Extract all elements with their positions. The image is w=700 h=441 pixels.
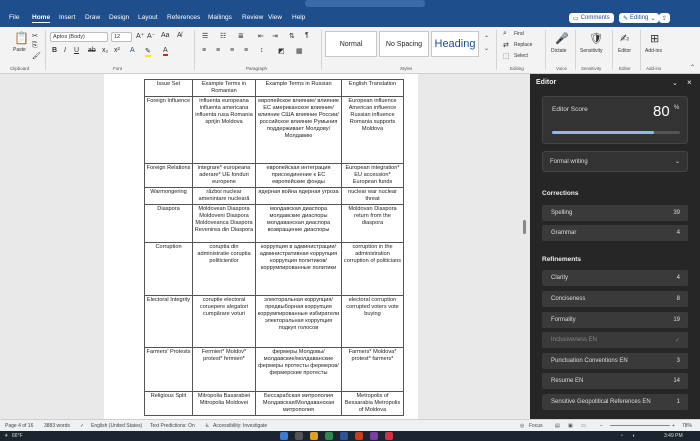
paste-label: Paste — [13, 47, 26, 53]
replace-icon[interactable]: ⇄ — [503, 42, 509, 49]
table-cell[interactable]: război nuclear amenintare nucleară — [193, 187, 256, 204]
print-layout-icon[interactable]: ▣ — [568, 423, 573, 429]
zoom-in-icon[interactable]: + — [672, 423, 675, 429]
copy-icon[interactable]: ⎘ — [32, 42, 38, 49]
app-icon[interactable] — [355, 432, 363, 440]
font-name-field[interactable]: Aptos (Body) — [50, 32, 108, 42]
accessibility-icon: ♿ — [205, 423, 210, 429]
table-cell[interactable]: молдавская диаспора молдавские диаспоры молдаванская диаспора возвращение диаспоры — [256, 204, 342, 242]
tab-design[interactable]: Design — [109, 14, 130, 21]
table-cell[interactable]: Foreign Relations — [145, 163, 193, 187]
percent-sign: % — [674, 105, 680, 111]
header-issue-set[interactable]: Issue Set — [145, 80, 193, 97]
refinement-resume[interactable]: Resume EN 14 — [542, 373, 688, 389]
table-cell[interactable]: Warmongering — [145, 187, 193, 204]
corrections-title: Corrections — [542, 190, 579, 197]
editor-score-card — [542, 96, 688, 144]
table-cell[interactable]: европейское влияние/ влияние ЕС американское влияние/ влияние США влияние России/ российское влияние Румыния поддерживает Молдову/ Молдавию — [256, 96, 342, 163]
voice-group-label: Voice — [556, 66, 568, 71]
shrink-font-icon[interactable]: A⁻ — [147, 33, 156, 40]
tab-review[interactable]: Review — [242, 14, 264, 21]
accessibility-status[interactable]: Accessibility: Investigate — [213, 423, 268, 429]
pencil-icon: ✎ — [623, 15, 629, 22]
superscript-icon[interactable]: x² — [114, 47, 120, 54]
refinement-clarity[interactable]: Clarity 4 — [542, 270, 688, 286]
table-cell[interactable]: Moldovan Diaspora return from the diaspora — [342, 204, 404, 242]
table-cell[interactable]: Farmers' Protests — [145, 347, 193, 391]
divider — [612, 30, 613, 70]
clock[interactable]: 3:49 PM — [664, 433, 683, 439]
start-icon[interactable] — [280, 432, 288, 440]
add-ins-button[interactable]: Add-ins — [645, 48, 662, 54]
strikethrough-icon[interactable]: ab — [88, 47, 96, 54]
table-cell[interactable]: European integration* EU accession* European funds — [342, 163, 404, 187]
styles-scroll-up-icon[interactable]: ⌃ — [484, 36, 490, 42]
editor-pane-title: Editor — [536, 79, 557, 86]
document-scrollbar[interactable] — [523, 220, 526, 234]
table-row — [145, 295, 404, 347]
sensitivity-button[interactable]: Sensitivity — [580, 48, 603, 54]
table-cell[interactable]: influenta europeana influenta americana influenta rusa Romania sprijin Moldova — [193, 96, 256, 163]
tab-mailings[interactable]: Mailings — [208, 14, 232, 21]
table-row — [145, 163, 404, 187]
sensitivity-icon[interactable]: 🛡 — [589, 33, 603, 45]
table-cell[interactable]: Farmers* Moldova* protest* farmers* — [342, 347, 404, 391]
check-icon: ✓ — [674, 338, 680, 344]
table-row — [145, 96, 404, 163]
table-cell[interactable]: ядерная война ядерная угроза — [256, 187, 342, 204]
show-marks-icon[interactable]: ¶ — [305, 32, 309, 39]
table-cell[interactable]: electoral corruption corrupted voters vote buying — [342, 295, 404, 347]
table-row — [145, 187, 404, 204]
shading-icon[interactable]: ◩ — [278, 48, 285, 55]
wifi-icon[interactable]: ◔ — [620, 433, 624, 439]
page-count[interactable]: Page 4 of 16 — [5, 423, 34, 429]
tab-file[interactable]: File — [9, 14, 20, 21]
issue-terms-table — [144, 79, 404, 416]
table-cell[interactable]: Moldovean Diaspora Moldoveni Diaspora Moldoveanca Diaspora Revenirea din Diaspora — [193, 204, 256, 242]
microphone-icon[interactable]: 🎤 — [555, 33, 569, 45]
grow-font-icon[interactable]: A⁺ — [136, 33, 145, 40]
divider — [45, 30, 46, 70]
cut-icon[interactable]: ✂ — [32, 33, 38, 40]
editor-group-label: Editor — [619, 66, 631, 71]
divider — [496, 30, 497, 70]
writing-mode-value: Formal writing — [550, 159, 588, 165]
read-mode-icon[interactable]: ▤ — [555, 423, 560, 429]
word-count[interactable]: 3883 words — [44, 423, 70, 429]
table-cell[interactable]: coruptia din administratie coruptia politicienilor — [193, 242, 256, 295]
share-icon: ⇪ — [662, 15, 668, 22]
divider — [194, 30, 195, 70]
table-cell[interactable]: European influence American influence Russian influence Romania supports Moldova — [342, 96, 404, 163]
zoom-level[interactable]: 78% — [682, 423, 693, 429]
document-area — [0, 74, 530, 419]
find-button[interactable]: Find — [514, 31, 524, 37]
sort-icon[interactable]: ⇅ — [289, 33, 295, 40]
tab-layout[interactable]: Layout — [138, 14, 158, 21]
paste-icon[interactable]: 📋 — [14, 31, 29, 45]
bold-icon[interactable]: B — [52, 47, 58, 54]
refinement-formality[interactable]: Formality 19 — [542, 312, 688, 328]
table-cell[interactable]: европейская интеграция присоединение к ЕС европейские фонды — [256, 163, 342, 187]
tab-help[interactable]: Help — [292, 14, 306, 21]
ribbon — [0, 27, 700, 74]
file-explorer-icon[interactable] — [310, 432, 318, 440]
writing-mode-dropdown[interactable] — [542, 151, 688, 172]
table-cell[interactable]: coruptie electoral coruepere alegatori cumpărare voturi — [193, 295, 256, 347]
divider — [545, 30, 546, 70]
header-russian-terms[interactable]: Example Terms in Russian — [256, 80, 342, 97]
increase-indent-icon[interactable]: ⇥ — [272, 33, 278, 40]
web-layout-icon[interactable]: ▭ — [581, 423, 586, 429]
dictate-button[interactable]: Dictate — [551, 48, 567, 54]
text-effects-icon[interactable]: A — [130, 47, 135, 54]
borders-icon[interactable]: ▦ — [296, 48, 303, 55]
subscript-icon[interactable]: x₂ — [102, 47, 109, 54]
app-icon[interactable] — [370, 432, 378, 440]
table-cell[interactable]: фермеры Молдовы/ молдавские/молдаванские фермеры протесты фермеров/ фермерские протесты — [256, 347, 342, 391]
table-cell[interactable]: Foreign Influence — [145, 96, 193, 163]
comment-icon: ▭ — [573, 15, 579, 22]
editor-icon[interactable]: ✍ — [620, 33, 630, 45]
table-cell[interactable]: Бессарабская митрополия Молдавская/Молдаванская митрополия — [256, 391, 342, 415]
numbering-icon[interactable]: ☷ — [220, 33, 227, 40]
clipboard-group-label: Clipboard — [10, 66, 30, 71]
proofing-icon[interactable]: ✓ — [80, 423, 85, 429]
style-heading[interactable]: Heading — [431, 31, 479, 57]
editor-score-value: 80 — [653, 103, 670, 120]
volume-icon[interactable]: ◖ — [632, 433, 636, 439]
close-icon[interactable]: × — [687, 78, 692, 87]
add-ins-group-label: Add-ins — [646, 66, 662, 71]
line-spacing-icon[interactable]: ↕ — [260, 47, 264, 54]
table-cell[interactable]: corruption in the administration corruption of politicians — [342, 242, 404, 295]
refinement-conciseness[interactable]: Conciseness 8 — [542, 291, 688, 307]
table-cell[interactable]: Fermieri* Moldov* protest* fermieri* — [193, 347, 256, 391]
focus-icon: ◎ — [520, 423, 525, 429]
share-button[interactable] — [659, 13, 670, 23]
editing-mode-button[interactable]: ✎ Editing ⌄ — [619, 13, 659, 23]
zoom-out-icon[interactable]: − — [600, 423, 603, 429]
decrease-indent-icon[interactable]: ⇤ — [258, 33, 264, 40]
styles-group-label: Styles — [400, 66, 413, 71]
divider — [640, 30, 641, 70]
multilevel-list-icon[interactable]: ≣ — [238, 33, 244, 40]
text-predictions[interactable]: Text Predictions: On — [150, 423, 195, 429]
chevron-down-icon: ⌄ — [674, 159, 680, 165]
justify-icon[interactable]: ≡ — [244, 47, 249, 54]
table-cell[interactable]: Metropolis of Bessarabia Metropolis of Moldova — [342, 391, 404, 415]
add-ins-icon[interactable]: ⊞ — [650, 33, 660, 45]
header-romanian-terms[interactable]: Example Terms in Romanian — [193, 80, 256, 97]
weather-temp[interactable]: 66°F — [12, 433, 23, 439]
replace-button[interactable]: Replace — [514, 42, 533, 48]
tab-insert[interactable]: Insert — [59, 14, 76, 21]
zoom-slider[interactable] — [610, 425, 670, 426]
style-normal[interactable]: Normal — [325, 31, 377, 57]
highlight-icon[interactable]: ✎ — [145, 48, 151, 55]
editor-pane — [530, 74, 700, 419]
align-center-icon[interactable]: ≡ — [216, 47, 221, 54]
editor-button[interactable]: Editor — [618, 48, 632, 54]
tab-draw[interactable]: Draw — [85, 14, 101, 21]
table-cell[interactable]: Electoral Integrity — [145, 295, 193, 347]
search-box[interactable] — [305, 0, 425, 7]
table-row — [145, 242, 404, 295]
table-cell[interactable]: integrare* europeana aderare* UE fonduri europene — [193, 163, 256, 187]
divider — [575, 30, 576, 70]
editing-group-label: Editing — [510, 66, 524, 71]
menu-bar — [0, 10, 700, 27]
correction-spelling[interactable]: Spelling 39 — [542, 205, 688, 221]
header-english-translation[interactable]: English Translation — [342, 80, 404, 97]
comments-button[interactable]: ▭ Comments — [569, 13, 614, 23]
table-cell[interactable]: электоральная коррупция/ предвыборная коррупция коррумпированные избиратели электоральная коррупция подкуп голосов — [256, 295, 342, 347]
table-cell[interactable]: Mitropolia Basarabiei Mitropolia Moldovei — [193, 391, 256, 415]
app-icon[interactable] — [385, 432, 393, 440]
editor-score-label: Editor Score — [552, 106, 588, 113]
refinements-title: Refinements — [542, 256, 582, 263]
select-button[interactable]: Select — [514, 53, 528, 59]
underline-icon[interactable]: U — [74, 47, 80, 54]
refinement-inclusiveness[interactable]: Inclusiveness EN ✓ — [542, 332, 688, 348]
pane-options-icon[interactable]: ⌄ — [672, 80, 678, 87]
style-no-spacing[interactable]: No Spacing — [379, 31, 429, 57]
table-cell[interactable]: Diaspora — [145, 204, 193, 242]
table-row — [145, 347, 404, 391]
paragraph-group-label: Paragraph — [246, 66, 268, 71]
correction-grammar[interactable]: Grammar 4 — [542, 225, 688, 241]
font-size-field[interactable]: 12 — [111, 32, 132, 42]
sensitivity-group-label: Sensitivity — [581, 66, 602, 71]
title-bar — [0, 0, 700, 10]
table-row — [145, 204, 404, 242]
divider — [321, 30, 322, 70]
taskbar — [0, 431, 700, 441]
italic-icon[interactable]: I — [64, 47, 66, 54]
browser-icon[interactable] — [325, 432, 333, 440]
table-row — [145, 391, 404, 415]
status-bar — [0, 419, 700, 431]
select-icon[interactable]: ⬚ — [503, 53, 510, 60]
score-bar-fill — [552, 131, 654, 134]
score-bar-track — [552, 131, 680, 134]
table-cell[interactable]: коррупция в администрации/ административная коррупция коррупция политиков/ коррумпированные политики — [256, 242, 342, 295]
focus-button[interactable]: Focus — [529, 423, 543, 429]
change-case-icon[interactable]: Aa — [161, 32, 170, 39]
chevron-down-icon: ⌄ — [650, 15, 656, 22]
weather-icon: ☀ — [4, 433, 9, 439]
search-icon[interactable] — [295, 432, 303, 440]
bullets-icon[interactable]: ☰ — [202, 33, 209, 40]
font-group-label: Font — [113, 66, 123, 71]
table-cell[interactable]: nuclear war nuclear threat — [342, 187, 404, 204]
refinement-geopolitical[interactable]: Sensitive Geopolitical References EN 1 — [542, 394, 688, 410]
refinement-punctuation[interactable]: Punctuation Conventions EN 3 — [542, 353, 688, 369]
styles-scroll-down-icon[interactable]: ⌄ — [484, 46, 490, 52]
table-cell[interactable]: Corruption — [145, 242, 193, 295]
font-color-icon[interactable]: A — [163, 47, 168, 54]
tab-references[interactable]: References — [167, 14, 201, 21]
table-cell[interactable]: Religious Split — [145, 391, 193, 415]
find-icon[interactable]: ⌕ — [503, 30, 507, 37]
tab-home[interactable]: Home — [32, 14, 51, 21]
tab-view[interactable]: View — [268, 14, 282, 21]
language[interactable]: English (United States) — [91, 423, 143, 429]
word-icon[interactable] — [340, 432, 348, 440]
document-page[interactable] — [104, 74, 418, 419]
clear-formatting-icon[interactable]: A̸ — [177, 32, 182, 39]
collapse-ribbon-icon[interactable]: ⌃ — [690, 65, 696, 71]
align-right-icon[interactable]: ≡ — [230, 47, 235, 54]
table-header-row — [145, 80, 404, 97]
align-left-icon[interactable]: ≡ — [202, 47, 207, 54]
format-painter-icon[interactable]: 🖌 — [32, 53, 41, 60]
